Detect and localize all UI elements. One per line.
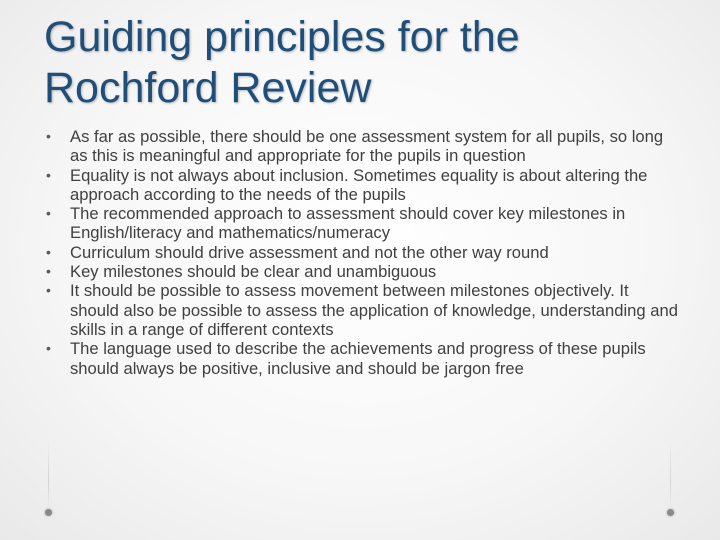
bullet-text: The recommended approach to assessment should cover key milestones in English/literacy and mathematics/numeracy [70,204,626,243]
bullet-point-icon: • [46,340,51,357]
bullet-item [44,281,680,339]
bullet-text: Key milestones should be clear and unambiguous [70,262,437,282]
slide-title: Guiding principles for the Rochford Review [44,13,520,112]
bullet-item [44,262,680,281]
bullet-point-icon: • [46,166,51,183]
bullet-text: Curriculum should drive assessment and not the other way round [70,242,549,262]
bullet-item [44,127,680,166]
bullet-point-icon: • [46,263,51,280]
bullet-point-icon: • [46,282,51,299]
bullet-text: As far as possible, there should be one assessment system for all pupils, so long as this is meaningful and appropriate for the pupils in question [70,127,664,166]
decorative-left-line [48,440,49,510]
bullet-item [44,243,680,262]
bullet-item [44,204,680,243]
bullet-text: Equality is not always about inclusion. Sometimes equality is about altering the approach according to the needs of the pupils [70,165,648,204]
decorative-dot-right-icon [667,509,674,516]
bullet-point-icon: • [46,128,51,144]
bullet-list [44,127,680,378]
bullet-text: It should be possible to assess movement between milestones objectively. It should also be possible to assess the application of knowledge, understanding and skills in a range of different contexts [70,281,678,339]
bullet-point-icon: • [46,205,51,222]
decorative-dot-left-icon [45,509,52,516]
decorative-right-line [670,440,671,510]
bullet-text: The language used to describe the achievements and progress of these pupils should always be positive, inclusive and should be jargon free [70,339,646,378]
bullet-item [44,166,680,205]
bullet-item [44,339,680,378]
bullet-point-icon: • [46,243,51,260]
